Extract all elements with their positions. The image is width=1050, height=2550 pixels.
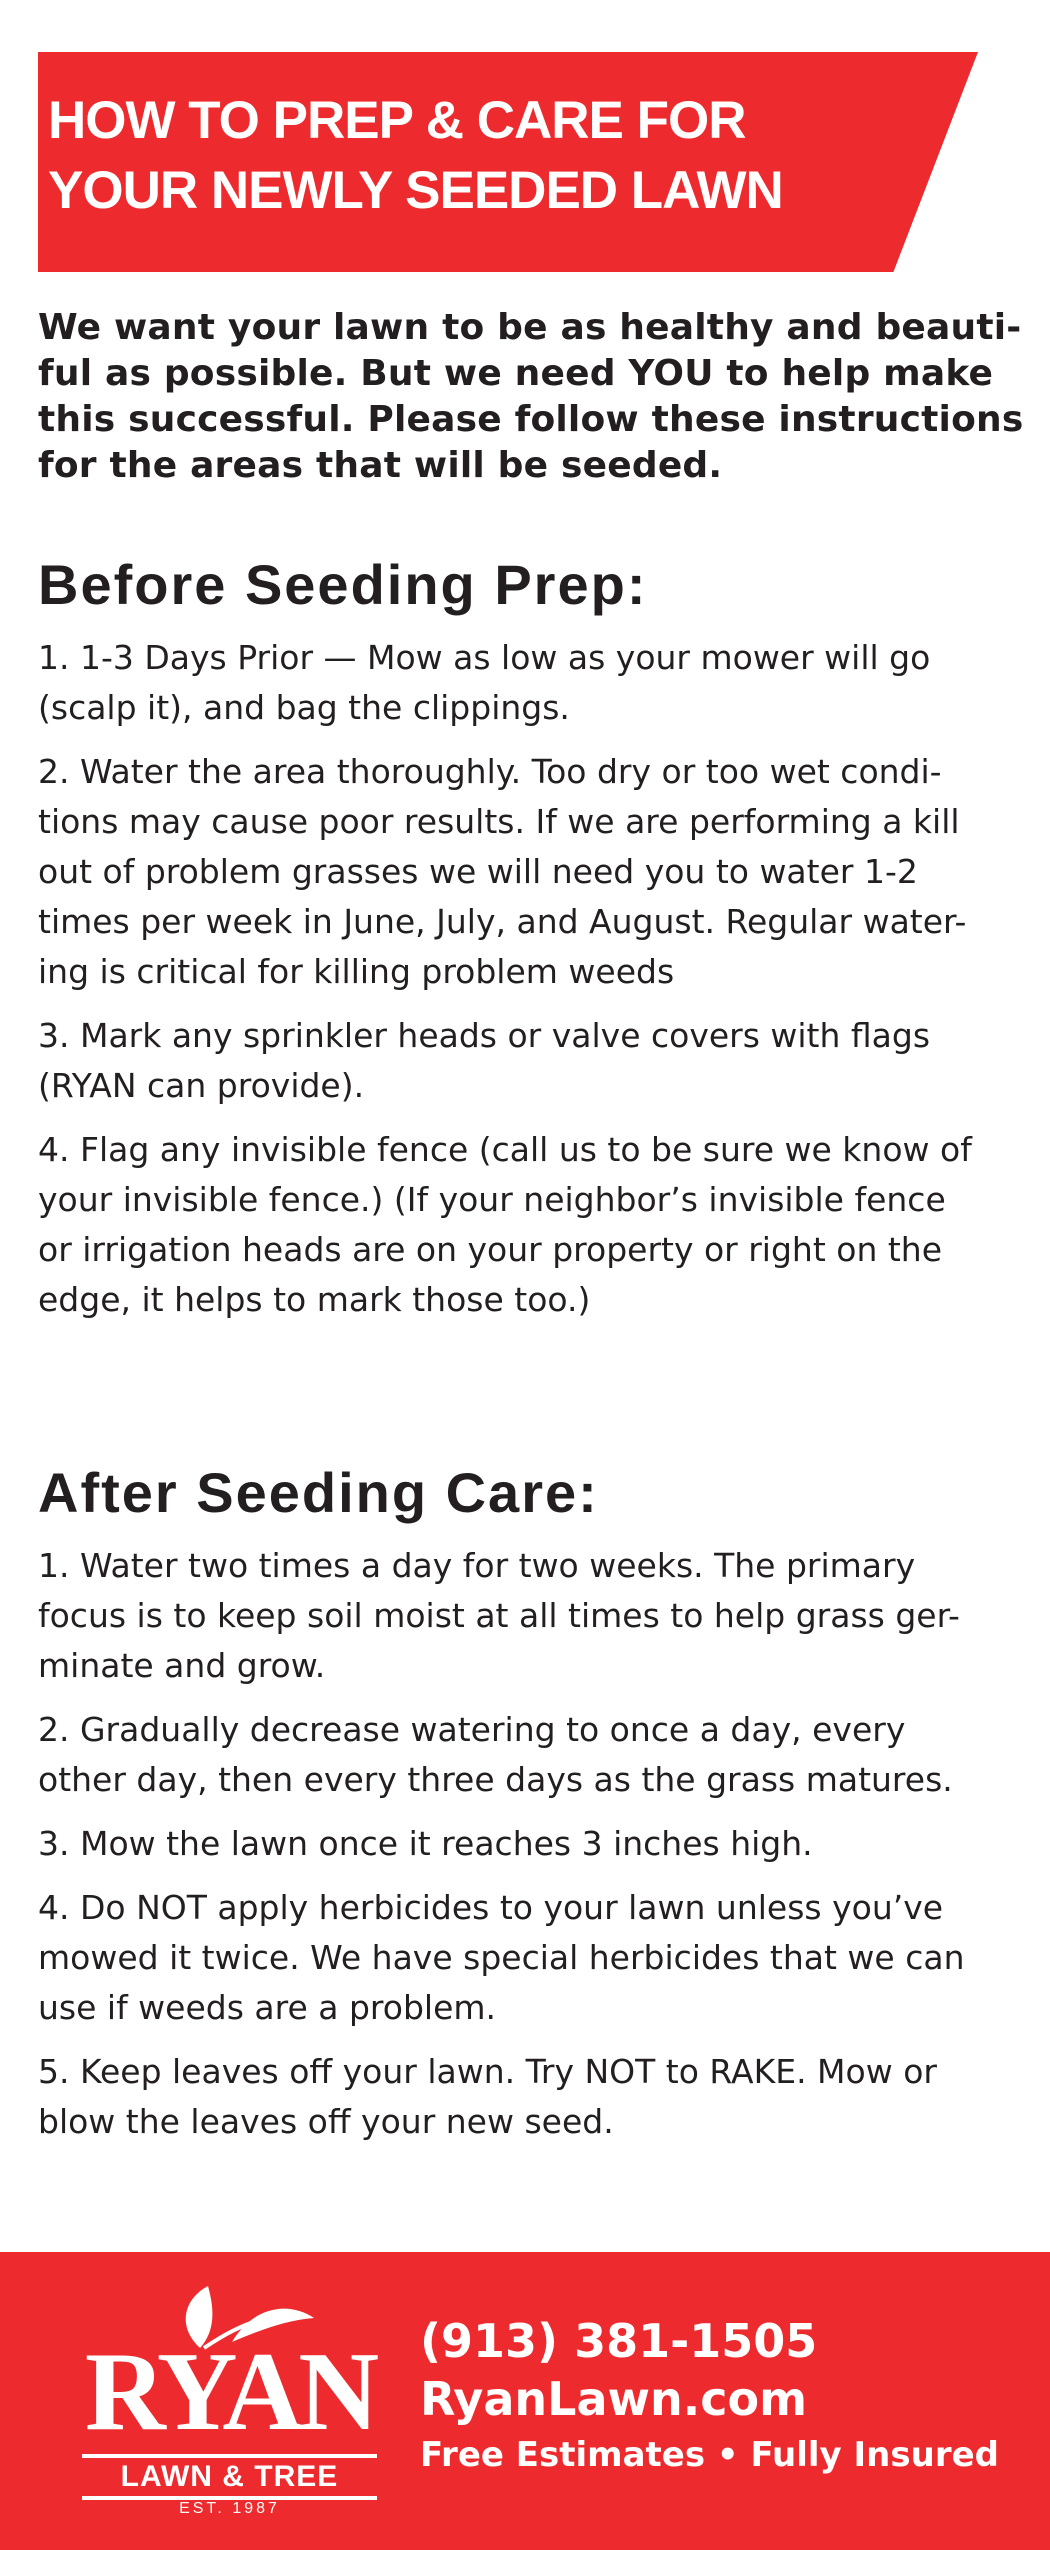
- contact-info: [420, 2312, 1030, 2480]
- list-item-line: ing is critical for killing problem weeds: [38, 952, 675, 991]
- list-item-line: other day, then every three days as the grass matures.: [38, 1760, 953, 1799]
- list-item: [38, 1819, 1028, 1869]
- list-item: [38, 1883, 1028, 2033]
- intro-line: for the areas that will be seeded.: [38, 445, 723, 486]
- list-item-line: focus is to keep soil moist at all times to help grass ger-: [38, 1596, 960, 1635]
- intro-line: this successful. Please follow these instructions: [38, 399, 1024, 440]
- list-item-line: (RYAN can provide).: [38, 1066, 365, 1105]
- page-title: [48, 86, 908, 226]
- list-item-line: 4. Do NOT apply herbicides to your lawn unless you’ve: [38, 1888, 944, 1927]
- list-item-line: blow the leaves off your new seed.: [38, 2102, 614, 2141]
- list-item-line: minate and grow.: [38, 1646, 326, 1685]
- list-item-line: 4. Flag any invisible fence (call us to be sure we know of: [38, 1130, 972, 1169]
- logo-established: EST. 1987: [179, 2500, 280, 2517]
- list-item-line: or irrigation heads are on your property or right on the: [38, 1230, 943, 1269]
- after-seeding-heading: After Seeding Care:: [38, 1461, 599, 1524]
- list-item-line: 3. Mark any sprinkler heads or valve covers with flags: [38, 1016, 931, 1055]
- phone-number-link[interactable]: (913) 381-1505: [420, 2314, 818, 2368]
- after-seeding-list: [38, 1541, 1028, 2161]
- list-item: [38, 633, 1028, 733]
- list-item: [38, 1011, 1028, 1111]
- list-item-line: out of problem grasses we will need you to water 1-2: [38, 852, 918, 891]
- list-item-line: 1. 1-3 Days Prior — Mow as low as your mower will go: [38, 638, 931, 677]
- list-item-line: use if weeds are a problem.: [38, 1988, 497, 2027]
- website-link[interactable]: RyanLawn.com: [420, 2372, 808, 2426]
- list-item-line: (scalp it), and bag the clippings.: [38, 688, 570, 727]
- intro-paragraph: [38, 305, 1023, 489]
- list-item: [38, 1541, 1028, 1691]
- list-item-line: 3. Mow the lawn once it reaches 3 inches high.: [38, 1824, 813, 1863]
- contact-footer: [0, 2252, 1050, 2550]
- intro-line: ful as possible. But we need YOU to help make: [38, 353, 994, 394]
- logo-subtitle: LAWN & TREE: [82, 2454, 377, 2500]
- title-line: HOW TO PREP & CARE FOR: [48, 91, 746, 150]
- list-item-line: your invisible fence.) (If your neighbor’s invisible fence: [38, 1180, 946, 1219]
- logo-wordmark: RYAN: [84, 2330, 375, 2454]
- list-item-line: 2. Water the area thoroughly. Too dry or too wet condi-: [38, 752, 942, 791]
- title-line: YOUR NEWLY SEEDED LAWN: [48, 161, 783, 220]
- list-item: [38, 1125, 1028, 1325]
- tagline: Free Estimates • Fully Insured: [420, 2435, 999, 2475]
- list-item-line: times per week in June, July, and August. Regular water-: [38, 902, 967, 941]
- before-seeding-list: [38, 633, 1028, 1339]
- list-item: [38, 747, 1028, 997]
- ryan-lawn-tree-logo: [82, 2278, 377, 2517]
- list-item-line: tions may cause poor results. If we are performing a kill: [38, 802, 960, 841]
- list-item-line: 5. Keep leaves off your lawn. Try NOT to RAKE. Mow or: [38, 2052, 937, 2091]
- list-item-line: 2. Gradually decrease watering to once a day, every: [38, 1710, 906, 1749]
- list-item: [38, 1705, 1028, 1805]
- list-item-line: 1. Water two times a day for two weeks. The primary: [38, 1546, 916, 1585]
- before-seeding-heading: Before Seeding Prep:: [38, 553, 648, 616]
- list-item-line: edge, it helps to mark those too.): [38, 1280, 591, 1319]
- list-item-line: mowed it twice. We have special herbicides that we can: [38, 1938, 965, 1977]
- list-item: [38, 2047, 1028, 2147]
- intro-line: We want your lawn to be as healthy and beauti-: [38, 307, 1022, 348]
